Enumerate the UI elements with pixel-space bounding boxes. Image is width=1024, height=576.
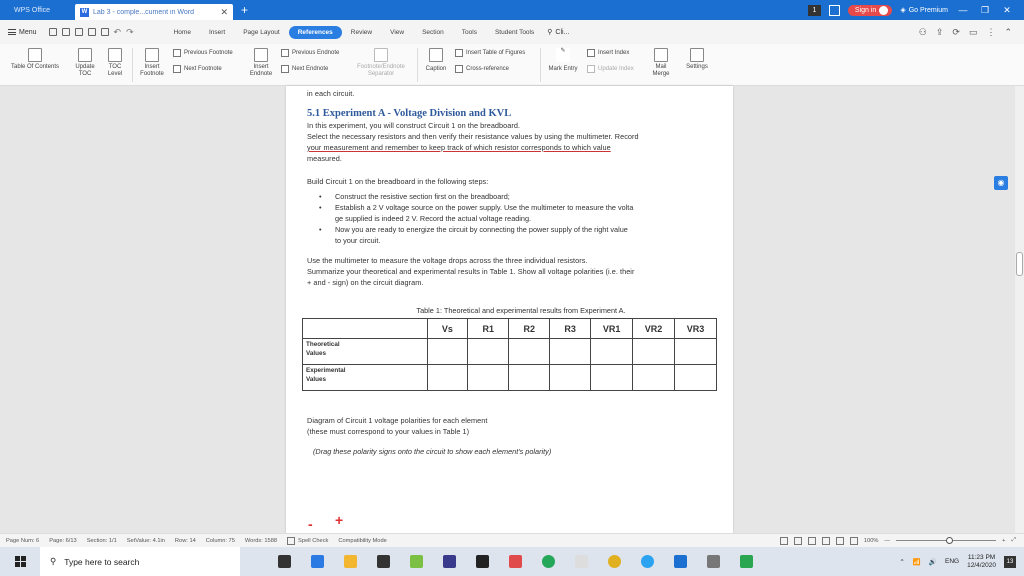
windows-taskbar (0, 547, 1024, 576)
caption-button[interactable] (420, 48, 452, 73)
tab-insert[interactable]: Insert (208, 28, 226, 36)
table-cell[interactable] (509, 365, 550, 391)
header-vs[interactable]: Vs (427, 319, 468, 339)
mark-entry-button[interactable] (543, 48, 583, 73)
restore-button[interactable]: ❐ (980, 4, 990, 15)
cross-reference-button[interactable] (455, 65, 509, 73)
table-row (303, 365, 717, 391)
insert-index-label: Insert Index (598, 50, 630, 56)
separator-label-1: Footnote/Endnote (357, 64, 405, 70)
tab-section[interactable]: Section (422, 28, 444, 36)
document-tab-title: Lab 3 - comple...cument in Word (93, 8, 195, 16)
update-toc-icon (78, 48, 92, 62)
row-status[interactable]: Row: 14 (174, 537, 196, 544)
table-cell[interactable] (468, 365, 509, 391)
menu-row (0, 20, 1024, 44)
mark-entry-label: Mark Entry (548, 66, 578, 72)
step-1-line-1: Construct the resistive section first on the breadboard; (335, 192, 510, 201)
page-status[interactable]: Page: 6/13 (49, 537, 77, 544)
caption-label: Caption (425, 66, 447, 72)
list-item: • Now you are ready to energize the circuit by connecting the power supply of the right value to your circuit. (319, 225, 628, 245)
previous-footnote-label: Previous Footnote (184, 50, 233, 56)
close-tab-icon[interactable]: ✕ (220, 6, 228, 17)
share-icon[interactable]: ⇪ (935, 26, 944, 37)
zoom-slider[interactable] (896, 540, 996, 541)
mail-merge-label-2: Merge (652, 71, 670, 77)
minimize-button[interactable]: — (958, 5, 968, 15)
zoom-out-icon[interactable]: — (884, 537, 891, 544)
header-vr3[interactable]: VR3 (675, 319, 717, 339)
row-label-experimental[interactable] (303, 365, 428, 391)
zoom-in-icon[interactable]: + (1002, 537, 1006, 544)
caption-icon (429, 48, 443, 62)
mail-merge-label-1: Mail (655, 64, 667, 70)
table-cell[interactable] (468, 339, 509, 365)
insert-endnote-button[interactable] (246, 48, 276, 78)
para2-line-3: + and - sign) on the circuit diagram. (307, 278, 424, 287)
previous-footnote-icon (173, 49, 181, 57)
print-icon[interactable] (88, 28, 96, 36)
table-of-contents-label: Table Of Contents (10, 64, 60, 70)
update-toc-label-2: TOC (78, 71, 92, 77)
intro-line: in each circuit. (307, 89, 355, 98)
premium-icon: ◈ (900, 7, 906, 14)
new-file-icon[interactable] (49, 28, 57, 36)
toc-level-button[interactable] (104, 48, 126, 78)
header-vr2[interactable]: VR2 (633, 319, 675, 339)
clock-time: 11:23 PM (967, 553, 996, 561)
mark-entry-icon: ✎ (556, 48, 570, 62)
app-icon[interactable] (707, 555, 720, 568)
row-label-line-1: Theoretical (306, 341, 340, 348)
header-r3[interactable]: R3 (550, 319, 591, 339)
step-2-line-2: ge supplied is indeed 2 V. Record the actual voltage reading. (335, 214, 532, 223)
chrome-icon[interactable] (608, 555, 621, 568)
previous-footnote-button[interactable] (173, 49, 233, 57)
scrollbar-thumb[interactable] (1016, 252, 1023, 276)
cross-reference-label: Cross-reference (466, 66, 510, 72)
header-vr1[interactable]: VR1 (591, 319, 633, 339)
zoom-slider-knob[interactable] (946, 537, 953, 544)
math-app-icon[interactable] (443, 555, 456, 568)
previous-endnote-button[interactable] (281, 49, 339, 57)
table-corner-cell[interactable] (303, 319, 428, 339)
word-app-icon[interactable] (674, 555, 687, 568)
task-view-icon[interactable] (278, 555, 291, 568)
clock-date: 12/4/2020 (967, 561, 996, 569)
document-tab[interactable] (75, 4, 233, 20)
table-header-row (303, 319, 717, 339)
more-icon[interactable]: ⋮ (986, 26, 996, 37)
red-app-icon[interactable] (509, 555, 522, 568)
taskbar-apps (278, 555, 753, 568)
new-tab-button[interactable]: + (241, 3, 249, 17)
insert-table-of-figures-button[interactable] (455, 49, 525, 57)
table-of-figures-icon (455, 49, 463, 57)
window-count-badge[interactable]: 1 (808, 5, 821, 16)
toc-level-label-1: TOC (108, 64, 122, 70)
drag-instruction: (Drag these polarity signs onto the circuit to show each element's polarity) (313, 447, 552, 456)
row-label-line-1: Experimental (306, 367, 346, 374)
minus-polarity-sign[interactable]: - (308, 516, 313, 532)
file-explorer-icon[interactable] (344, 555, 357, 568)
words-status[interactable]: Words: 1588 (244, 537, 278, 544)
show-hidden-icons-icon[interactable]: ⌃ (899, 558, 905, 566)
status-bar (0, 533, 1024, 547)
table-row (303, 339, 717, 365)
tab-view[interactable]: View (390, 28, 405, 36)
comment-icon[interactable]: ▭ (968, 26, 978, 37)
step-2-line-1: Establish a 2 V voltage source on the power supply. Use the multimeter to measure the volta (335, 203, 634, 212)
table-cell[interactable] (550, 365, 591, 391)
tab-references[interactable]: References (289, 26, 342, 39)
collapse-ribbon-icon[interactable]: ⌃ (1004, 26, 1012, 37)
spell-check-label: Spell Check (298, 537, 329, 544)
green-app-icon[interactable] (410, 555, 423, 568)
list-item: • Establish a 2 V voltage source on the power supply. Use the multimeter to measure the volta ge supplied is indeed 2 V. Record the actual voltage reading. (319, 203, 634, 223)
results-table (302, 318, 717, 391)
fit-page-icon[interactable]: ⤢ (1011, 537, 1016, 543)
references-ribbon (0, 44, 1024, 86)
page-view-icon[interactable] (808, 537, 816, 545)
para1-line-1: In this experiment, you will construct Circuit 1 on the breadboard. (307, 121, 521, 130)
section-status[interactable]: Section: 1/1 (86, 537, 117, 544)
table-of-contents-icon (28, 48, 42, 62)
header-r1[interactable]: R1 (468, 319, 509, 339)
night-mode-icon[interactable] (850, 537, 858, 545)
separator-button[interactable] (350, 48, 412, 78)
close-window-button[interactable]: ✕ (1003, 4, 1011, 15)
web-view-icon[interactable] (836, 537, 844, 545)
row-label-line-2: Values (306, 350, 326, 357)
taskbar-search-box[interactable] (40, 547, 240, 576)
next-endnote-label: Next Endnote (292, 66, 329, 72)
search-icon: ⚲ (50, 556, 57, 566)
table-cell[interactable] (675, 365, 717, 391)
separator-label-2: Separator (367, 71, 395, 77)
para2-line-2: Summarize your theoretical and experimental results in Table 1. Show all voltage polarities (i.e. their (307, 267, 635, 276)
settings-icon (690, 48, 704, 62)
separator-icon (374, 48, 388, 62)
save-icon[interactable] (75, 28, 83, 36)
next-endnote-icon (281, 65, 289, 73)
insert-endnote-label-1: Insert (253, 64, 269, 70)
insert-footnote-icon (145, 48, 159, 62)
row-label-theoretical[interactable] (303, 339, 428, 365)
store-icon[interactable] (377, 555, 390, 568)
language-indicator[interactable]: ENG (944, 558, 960, 565)
go-premium-button[interactable] (900, 6, 948, 14)
document-app-icon[interactable] (740, 555, 753, 568)
preview-icon[interactable] (101, 28, 109, 36)
table-cell[interactable] (509, 339, 550, 365)
previous-endnote-icon (281, 49, 289, 57)
next-footnote-button[interactable] (173, 65, 222, 73)
para1-line-3: your measurement and remember to keep track of which resistor corresponds to which value (307, 143, 611, 152)
black-app-icon[interactable] (476, 555, 489, 568)
update-toc-label-1: Update (75, 64, 95, 70)
previous-endnote-label: Previous Endnote (292, 50, 340, 56)
insert-index-button[interactable] (587, 49, 629, 57)
whatsapp-icon[interactable] (542, 555, 555, 568)
para1-line-4: measured. (307, 154, 342, 163)
volume-icon[interactable]: 🔊 (928, 558, 937, 566)
steps-list (319, 191, 717, 246)
insert-index-icon (587, 49, 595, 57)
clock[interactable] (967, 554, 996, 570)
table-cell[interactable] (675, 339, 717, 365)
avatar-icon (879, 6, 888, 15)
update-index-label: Update Index (598, 66, 634, 72)
toc-level-label-2: Level (107, 71, 123, 77)
update-index-button[interactable] (587, 65, 634, 73)
insert-endnote-label-2: Endnote (249, 71, 273, 77)
table-cell[interactable] (633, 339, 675, 365)
layout-icon[interactable] (829, 5, 840, 16)
insert-footnote-button[interactable] (138, 48, 166, 78)
next-footnote-icon (173, 65, 181, 73)
navigation-pane-icon[interactable]: ◉ (994, 176, 1008, 190)
table-cell[interactable] (633, 365, 675, 391)
next-footnote-label: Next Footnote (184, 66, 222, 72)
vertical-scrollbar[interactable] (1015, 86, 1024, 533)
settings-label: Settings (686, 64, 708, 70)
setvalue-status[interactable]: SetValue: 4.1in (126, 537, 165, 544)
document-page[interactable] (286, 86, 733, 533)
ribbon-separator (132, 48, 133, 82)
compatibility-mode-label: Compatibility Mode (338, 537, 387, 544)
read-mode-icon[interactable] (794, 537, 802, 545)
row-label-line-2: Values (306, 376, 326, 383)
ribbon-tabs (165, 26, 544, 39)
step-3-line-2: to your circuit. (335, 236, 381, 245)
sign-in-button[interactable] (848, 5, 892, 16)
table-of-contents-button[interactable] (6, 48, 64, 71)
update-toc-button[interactable] (73, 48, 97, 78)
update-index-icon (587, 65, 595, 73)
ribbon-separator (540, 48, 541, 82)
build-intro: Build Circuit 1 on the breadboard in the following steps: (307, 177, 489, 186)
outline-view-icon[interactable] (822, 537, 830, 545)
document-area (0, 86, 1024, 533)
taskbar-search-placeholder: Type here to search (64, 556, 140, 567)
next-endnote-button[interactable] (281, 65, 328, 73)
table-cell[interactable] (427, 365, 468, 391)
insert-table-of-figures-label: Insert Table of Figures (466, 50, 526, 56)
table-cell[interactable] (591, 339, 633, 365)
title-bar (0, 0, 1024, 20)
table-cell[interactable] (427, 339, 468, 365)
column-status[interactable]: Column: 75 (205, 537, 235, 544)
para2-line-1: Use the multimeter to measure the voltage drops across the three individual resistors. (307, 256, 588, 265)
system-tray (899, 554, 1024, 570)
diagram-text-line-1: Diagram of Circuit 1 voltage polarities for each element (307, 416, 488, 425)
tab-home[interactable]: Home (173, 28, 191, 36)
plus-polarity-sign[interactable]: + (335, 512, 344, 528)
notification-center-icon[interactable]: 13 (1004, 556, 1016, 568)
header-r2[interactable]: R2 (509, 319, 550, 339)
para1-line-2: Select the necessary resistors and then verify their resistance values by using the multimeter. Record (307, 132, 639, 141)
ribbon-separator (417, 48, 418, 82)
start-button[interactable] (0, 556, 40, 567)
tab-student-tools[interactable]: Student Tools (494, 28, 535, 36)
hamburger-icon (8, 29, 16, 35)
tab-page-layout[interactable]: Page Layout (243, 28, 280, 36)
collaborate-icon[interactable]: ⚇ (918, 26, 927, 37)
diagram-text-line-2: (these must correspond to your values in Table 1) (307, 427, 470, 436)
page-content[interactable] (307, 88, 717, 456)
zalo-icon[interactable] (641, 555, 654, 568)
step-3-line-1: Now you are ready to energize the circuit by connecting the power supply of the right value (335, 225, 628, 234)
page-num-status[interactable]: Page Num: 6 (6, 537, 40, 544)
table-caption: Table 1: Theoretical and experimental results from Experiment A. (416, 306, 626, 315)
app-name[interactable]: WPS Office (14, 6, 51, 14)
open-file-icon[interactable] (62, 28, 70, 36)
menu-label: Menu (19, 28, 37, 36)
command-search-label: Cli... (555, 28, 570, 36)
list-item: • Construct the resistive section first on the breadboard; (319, 192, 510, 201)
insert-footnote-label-2: Footnote (140, 71, 164, 77)
insert-endnote-icon (254, 48, 268, 62)
toc-level-icon (108, 48, 122, 62)
settings-button[interactable] (680, 48, 714, 71)
table-cell[interactable] (591, 365, 633, 391)
spell-check-icon (287, 537, 295, 545)
mail-merge-button[interactable] (648, 48, 674, 78)
insert-footnote-label-1: Insert (144, 64, 160, 70)
spell-check-toggle[interactable] (287, 537, 328, 545)
redo-icon[interactable]: ↷ (126, 26, 134, 37)
app-icon[interactable] (575, 555, 588, 568)
undo-icon[interactable]: ↶ (113, 26, 122, 37)
go-premium-label: Go Premium (908, 6, 948, 14)
network-icon[interactable]: 📶 (912, 558, 921, 566)
cross-reference-icon (455, 65, 463, 73)
tab-tools[interactable]: Tools (461, 28, 477, 36)
mail-icon (654, 48, 668, 62)
sign-in-label: Sign in (854, 6, 877, 14)
section-heading: 5.1 Experiment A - Voltage Division and KVL (307, 108, 512, 119)
search-icon: ⚲ (547, 29, 553, 36)
zoom-level[interactable]: 100% (863, 537, 879, 544)
table-cell[interactable] (550, 339, 591, 365)
sync-icon[interactable]: ⟳ (952, 26, 960, 37)
command-search[interactable] (547, 28, 569, 36)
main-menu-button[interactable] (8, 29, 37, 36)
zoom-app-icon[interactable] (311, 555, 324, 568)
word-doc-icon: W (81, 9, 88, 15)
windows-icon (15, 556, 26, 567)
tab-review[interactable]: Review (350, 28, 373, 36)
eye-protection-icon[interactable] (780, 537, 788, 545)
